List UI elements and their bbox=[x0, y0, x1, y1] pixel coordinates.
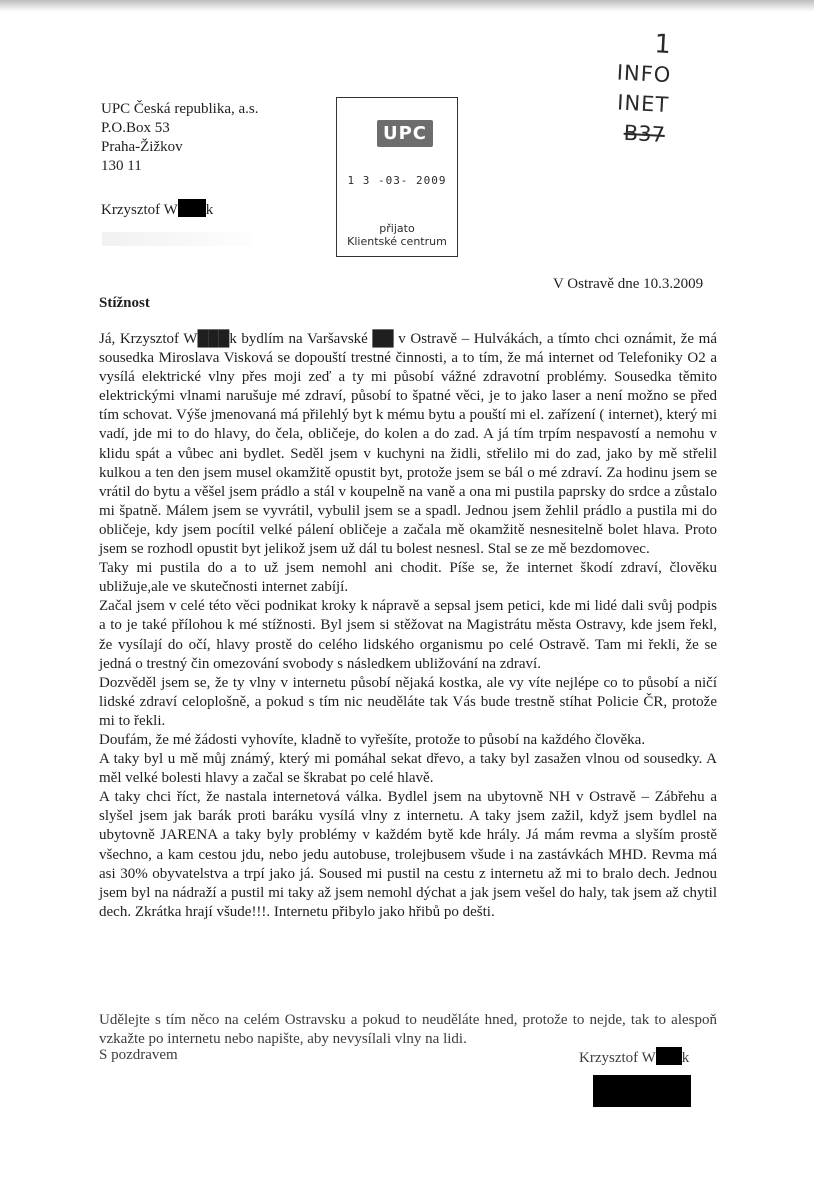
sender-name-start: Krzysztof W bbox=[101, 202, 178, 218]
scan-bleed-through bbox=[102, 232, 252, 246]
recipient-address bbox=[101, 100, 258, 176]
stamp-received-label: přijato bbox=[379, 222, 415, 235]
redaction-block bbox=[656, 1047, 682, 1065]
body-paragraph: A taky chci říct, že nastala internetová válka. Bydlel jsem na ubytovně NH v Ostravě – Zábřehu a slyšel jsem jak barák proti baráku vysílá vlny z internetu. A taky jsem zažil, když jsem bydlel na ubytovně JARENA a taky byly problémy v každém bytě kde hrály. Já mám revma a slyším prostě všechno, a kam cestou jdu, nebo jedu autobuse, trolejbusem všude i na zastávkách MHD. Revma má asi 30% obyvatelstva a trpí jako já. Soused mi pustil na cestu z internetu až mi to bralo dech. Jednou jsem byl na nádraží a pustil mi taky až jsem nemohl dýchat a jak jsem vešel do haly, tak jsem až chytil dech. Zkrátka hrají všude!!!. Internetu přibylo jako hřibů po dešti. bbox=[99, 789, 717, 920]
stamp-date: 1 3 -03- 2009 bbox=[347, 174, 447, 187]
body-paragraph: Dozvěděl jsem se, že ty vlny v internetu působí nějaká kostka, ale vy víte nejlépe co to působí a ničí lidské zdraví celoplošně, a pokud s tím nic neuděláte tak Vás bude trestně stíhat Policie ČR, protože mi to řekli. bbox=[99, 674, 717, 729]
redaction-block bbox=[178, 199, 206, 217]
handwritten-info: INFO bbox=[616, 60, 672, 88]
body-paragraph: Já, Krzysztof W███k bydlím na Varšavské ██ v Ostravě – Hulvákách, a tímto chci oznámit, že má sousedka Miroslava Visková se dopouští trestné činnosti, a to tím, že má internet od Telefoniky O2 a vysílá elektrické vlny přes moji zeď a ty mi působí vážné zdravotní problémy. Sousedka těmito elektrickými vlnami narušuje mé zdraví, působí to špatné věci, je to jako laser a není možno se před tím schovat. Výše jmenovaná má přilehlý byt k mému bytu a pouští mi el. zařízení ( internet), který mi vadí, jde mi to do hlavy, do čela, obličeje, do kolen a do zad. A já tím trpím nespavostí a nemohu v klidu spát a vůbec ani bydlet. Seděl jsem v kuchyni na židli, střelilo mi do zad, jako by mě střelil kulkou a ten den jsem musel okamžitě opustit byt, protože jsem se bál o mé zdraví. Za hodinu jsem se vrátil do bytu a věšel jsem prádlo a stál v koupelně na vaně a ona mi pustila paprsky do srdce a zůstalo mi špatně. Málem jsem se vyvrátil, vybulil jsem se a spadl. Jednou jsem žehlil prádlo a pustila mi do obličeje, kdy jsem pocítil velké pálení obličeje a začala mě okamžitě nesnesitelně bolet hlava. Proto jsem se rozhodl opustit byt jelikož jsem už dál tu bolest nesnesl. Stal se ze mě bezdomovec. bbox=[99, 331, 717, 558]
signature-name bbox=[579, 1047, 689, 1067]
received-stamp bbox=[336, 97, 458, 257]
recipient-name: UPC Česká republika, a.s. bbox=[101, 101, 259, 117]
body-paragraph: Začal jsem v celé této věci podnikat kroky k nápravě a sepsal jsem petici, kde mi lidé dali svůj podpis a to je také přílohou k mé stížnosti. Byl jsem si stěžovat na Magistrátu města Ostravy, kde jsem řekl, že vysílají do očí, hlavy prostě do celého lidského organismu po celé Ostravě. Tam mi řekli, že se jedná o trestný čin omezování svobody s následkem ubližování na zdraví. bbox=[99, 598, 717, 672]
signature-name-start: Krzysztof W bbox=[579, 1050, 656, 1066]
greeting: S pozdravem bbox=[99, 1047, 178, 1063]
body-paragraph: Doufám, že mé žádosti vyhovíte, kladně to vyřešíte, protože to působí na každého člověka. bbox=[99, 731, 646, 748]
recipient-city: Praha-Žižkov bbox=[101, 139, 183, 155]
body-paragraph: Taky mi pustila do a to už jsem nemohl ani chodit. Píše se, že internet škodí zdraví, člověku ubližuje,ale ve skutečnosti internet zabíjí. bbox=[99, 560, 717, 596]
letter-subject: Stížnost bbox=[99, 295, 150, 311]
handwritten-note bbox=[609, 27, 725, 153]
body-paragraph: A taky byl u mě můj známý, který mi pomáhal sekat dřevo, a taky byl zasažen vlnou od sousedky. A měl velké bolesti hlavy a začal se škrabat po celé hlavě. bbox=[99, 751, 717, 787]
scan-top-edge bbox=[0, 0, 814, 12]
signature-name-end: k bbox=[681, 1050, 690, 1066]
stamp-center-label: Klientské centrum bbox=[347, 235, 447, 248]
signature-redaction bbox=[593, 1075, 691, 1107]
sender-name bbox=[101, 199, 213, 219]
place-and-date: V Ostravě dne 10.3.2009 bbox=[553, 276, 704, 292]
recipient-zip: 130 11 bbox=[101, 158, 142, 174]
recipient-box: P.O.Box 53 bbox=[101, 120, 170, 136]
handwritten-code: B37 bbox=[623, 120, 666, 147]
handwritten-number: 1 bbox=[653, 29, 672, 61]
closing-paragraph: Udělejte s tím něco na celém Ostravsku a pokud to neuděláte hned, protože to nejde, tak to alespoň vzkažte po internetu nebo napište, aby nevysílali vlny na lidi. bbox=[99, 1012, 717, 1047]
letter-body bbox=[99, 330, 717, 922]
handwritten-inet: INET bbox=[616, 90, 670, 118]
sender-name-end: k bbox=[205, 202, 214, 218]
upc-logo: UPC bbox=[377, 120, 433, 147]
